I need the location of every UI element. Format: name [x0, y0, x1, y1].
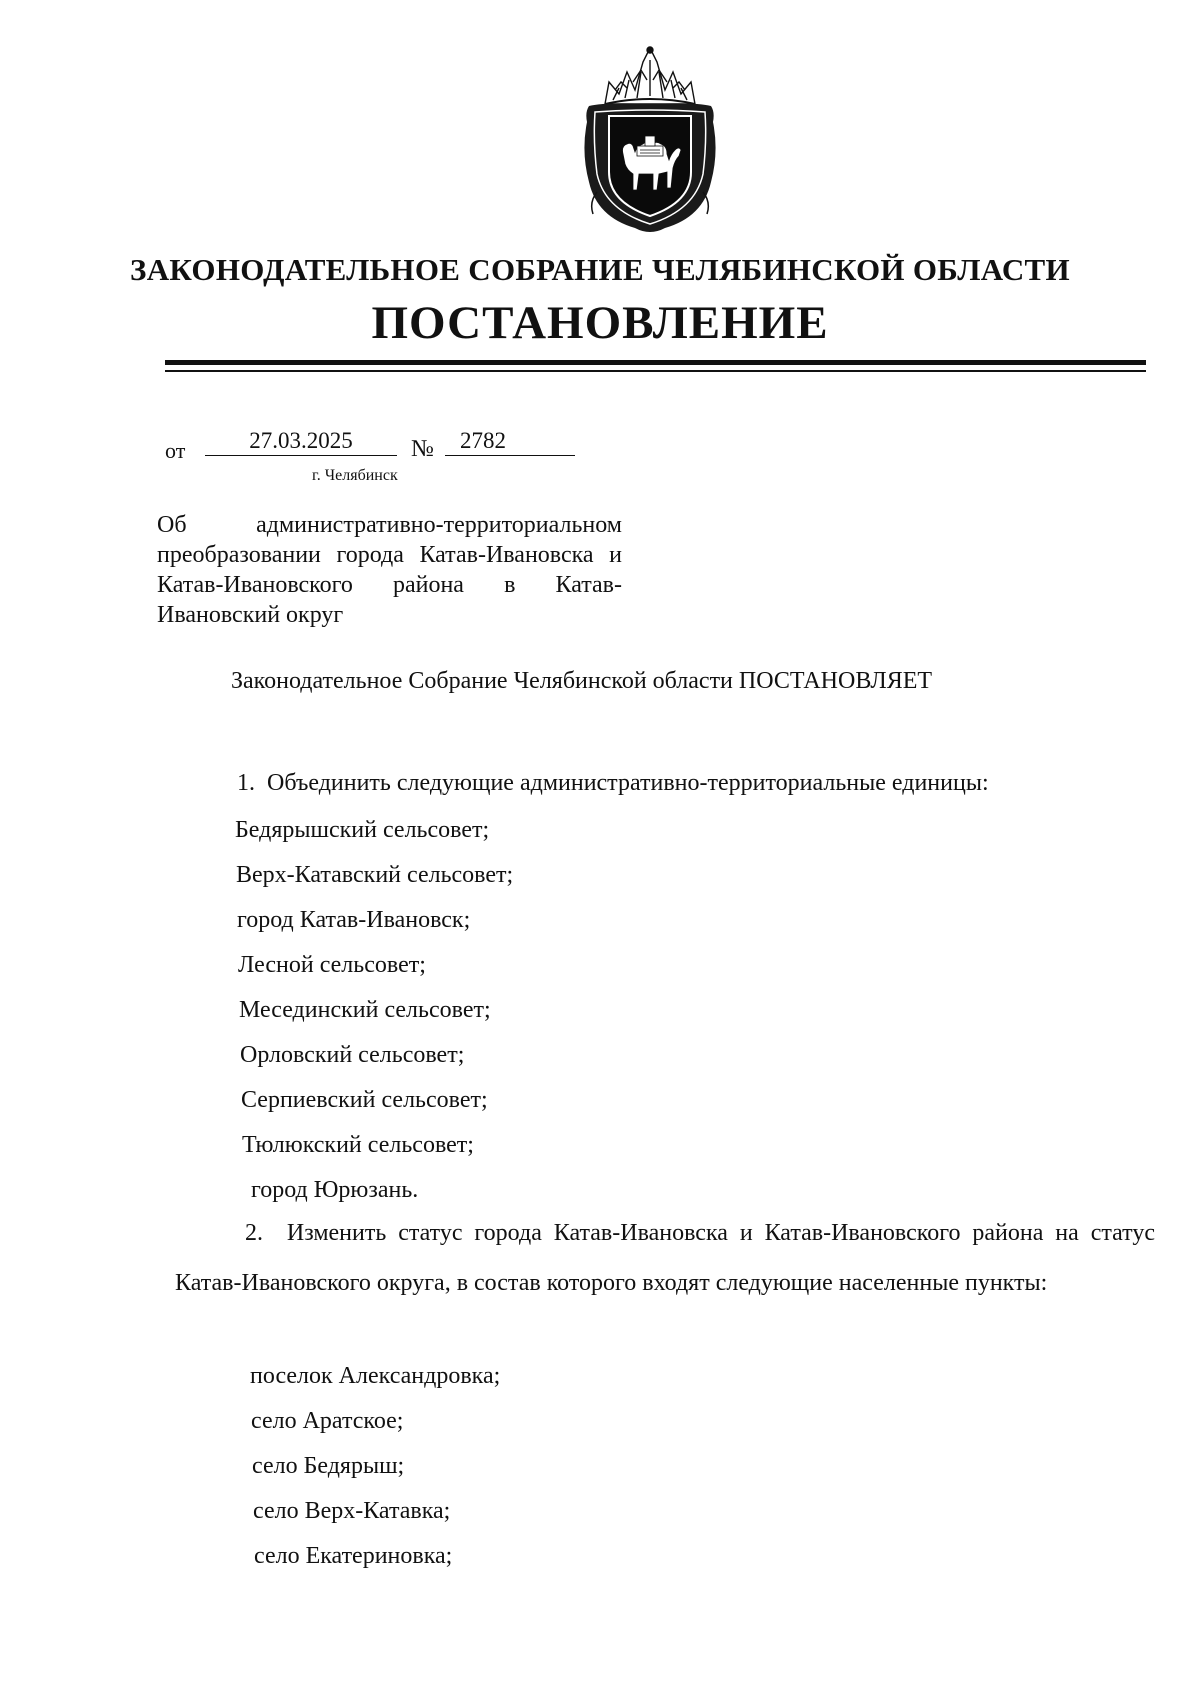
- list-item: Месединский сельсовет;: [239, 997, 491, 1023]
- list-item: Тюлюкский сельсовет;: [242, 1132, 474, 1158]
- number-sign: №: [411, 436, 434, 462]
- list-item: поселок Александровка;: [250, 1363, 501, 1389]
- item-1-number: 1.: [237, 770, 255, 796]
- header-divider-thick: [165, 360, 1146, 365]
- item-1-text: Объединить следующие административно-территориальные единицы:: [267, 770, 989, 796]
- list-item: село Аратское;: [251, 1408, 404, 1434]
- organization-title: ЗАКОНОДАТЕЛЬНОЕ СОБРАНИЕ ЧЕЛЯБИНСКОЙ ОБЛАСТИ: [130, 252, 1070, 287]
- place-of-issue: г. Челябинск: [312, 467, 398, 484]
- list-item: Лесной сельсовет;: [238, 952, 426, 978]
- date-prefix: от: [165, 438, 186, 463]
- document-type-title: ПОСТАНОВЛЕНИЕ: [371, 297, 829, 349]
- document-date: 27.03.2025: [205, 428, 397, 456]
- list-item: Бедярышский сельсовет;: [235, 817, 490, 843]
- item-1-heading: [237, 770, 989, 797]
- list-item: село Верх-Катавка;: [253, 1498, 451, 1524]
- list-item: Серпиевский сельсовет;: [241, 1087, 488, 1113]
- list-item: село Бедярыш;: [252, 1453, 405, 1479]
- list-item: Орловский сельсовет;: [240, 1042, 465, 1068]
- document-subject: Об административно-территориальном преобразовании города Катав-Ивановска и Катав-Ивановского района в Катав-Ивановский округ: [157, 512, 622, 628]
- item-2-paragraph: [175, 1208, 1155, 1308]
- item-2-number: 2.: [245, 1220, 263, 1246]
- coat-of-arms-emblem: [575, 42, 725, 242]
- item-2-text: Изменить статус города Катав-Ивановска и Катав-Ивановского района на статус Катав-Ивановского округа, в состав которого входят следующие населенные пункты:: [175, 1220, 1156, 1296]
- header-divider-thin: [165, 370, 1146, 372]
- document-number: 2782: [445, 428, 575, 456]
- crown-icon: [605, 47, 695, 104]
- preamble: Законодательное Собрание Челябинской области ПОСТАНОВЛЯЕТ: [231, 668, 933, 694]
- list-item: Верх-Катавский сельсовет;: [236, 862, 514, 888]
- list-item: город Юрюзань.: [251, 1177, 419, 1203]
- list-item: город Катав-Ивановск;: [237, 907, 471, 933]
- list-item: село Екатериновка;: [254, 1543, 453, 1569]
